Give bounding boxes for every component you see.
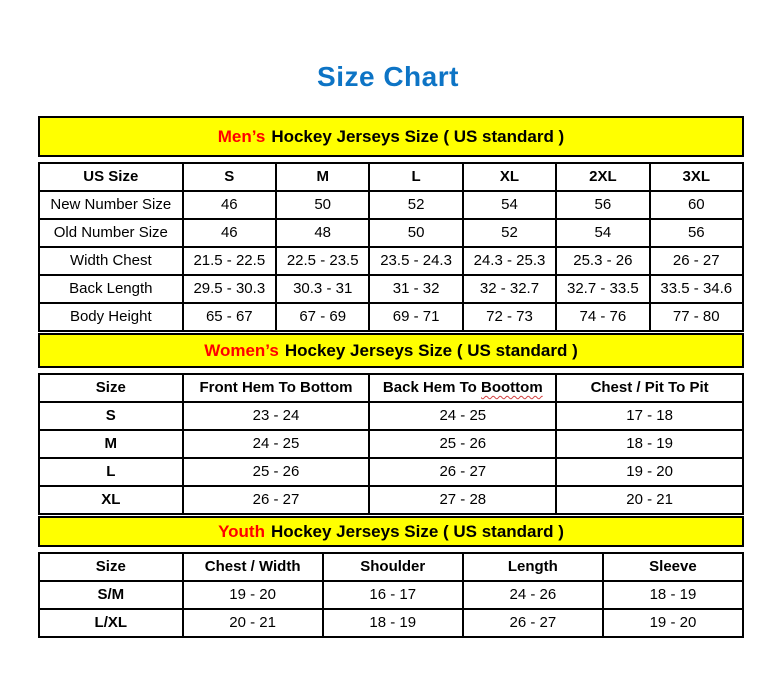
- table-header: [39, 374, 743, 402]
- column-header: XL: [463, 163, 556, 191]
- band-title-highlight: Men’s: [217, 127, 266, 146]
- row-label: Body Height: [39, 303, 183, 331]
- row-label: Old Number Size: [39, 219, 183, 247]
- misspelled-word: Boottom: [481, 379, 543, 396]
- band-title-highlight: Women’s: [204, 341, 279, 360]
- size-value-cell: 18 - 19: [603, 581, 743, 609]
- size-value-cell: 26 - 27: [183, 486, 370, 514]
- size-value-cell: 65 - 67: [183, 303, 276, 331]
- table-row: [39, 581, 743, 609]
- row-label: L/XL: [39, 609, 183, 637]
- column-header: 3XL: [650, 163, 743, 191]
- band-title-highlight: Youth: [218, 522, 265, 541]
- size-value-cell: 17 - 18: [556, 402, 743, 430]
- size-value-cell: 54: [463, 191, 556, 219]
- size-value-cell: 25 - 26: [369, 430, 556, 458]
- column-header: Length: [463, 553, 603, 581]
- size-value-cell: 56: [650, 219, 743, 247]
- size-value-cell: 46: [183, 191, 276, 219]
- size-value-cell: 74 - 76: [556, 303, 649, 331]
- size-value-cell: 26 - 27: [369, 458, 556, 486]
- womens-size-table: [38, 373, 744, 515]
- size-value-cell: 18 - 19: [556, 430, 743, 458]
- header-row: [39, 163, 743, 191]
- row-label: Back Length: [39, 275, 183, 303]
- size-value-cell: 48: [276, 219, 369, 247]
- size-value-cell: 52: [369, 191, 462, 219]
- size-value-cell: 19 - 20: [183, 581, 323, 609]
- size-value-cell: 24 - 25: [369, 402, 556, 430]
- size-value-cell: 20 - 21: [556, 486, 743, 514]
- column-header: L: [369, 163, 462, 191]
- row-label: S: [39, 402, 183, 430]
- section-band-mens: [38, 116, 744, 157]
- row-label: M: [39, 430, 183, 458]
- size-value-cell: 22.5 - 23.5: [276, 247, 369, 275]
- column-header: Front Hem To Bottom: [183, 374, 370, 402]
- row-label: S/M: [39, 581, 183, 609]
- size-value-cell: 16 - 17: [323, 581, 463, 609]
- column-header: M: [276, 163, 369, 191]
- band-title-text: Hockey Jerseys Size ( US standard ): [271, 127, 565, 146]
- table-row: [39, 486, 743, 514]
- table-header: [39, 553, 743, 581]
- column-header: US Size: [39, 163, 183, 191]
- size-value-cell: 69 - 71: [369, 303, 462, 331]
- table-body: [39, 402, 743, 514]
- size-value-cell: 32.7 - 33.5: [556, 275, 649, 303]
- header-row: [39, 553, 743, 581]
- size-chart-sections: [38, 116, 744, 638]
- column-header: Sleeve: [603, 553, 743, 581]
- band-title-text: Hockey Jerseys Size ( US standard ): [284, 341, 578, 360]
- size-value-cell: 29.5 - 30.3: [183, 275, 276, 303]
- size-value-cell: 23.5 - 24.3: [369, 247, 462, 275]
- size-value-cell: 20 - 21: [183, 609, 323, 637]
- column-header: Shoulder: [323, 553, 463, 581]
- size-value-cell: 26 - 27: [650, 247, 743, 275]
- row-label: New Number Size: [39, 191, 183, 219]
- row-label: Width Chest: [39, 247, 183, 275]
- size-value-cell: 24 - 26: [463, 581, 603, 609]
- size-value-cell: 54: [556, 219, 649, 247]
- column-header: Chest / Width: [183, 553, 323, 581]
- size-value-cell: 72 - 73: [463, 303, 556, 331]
- header-row: [39, 374, 743, 402]
- size-value-cell: 24 - 25: [183, 430, 370, 458]
- size-value-cell: 60: [650, 191, 743, 219]
- size-value-cell: 52: [463, 219, 556, 247]
- size-value-cell: 24.3 - 25.3: [463, 247, 556, 275]
- size-value-cell: 23 - 24: [183, 402, 370, 430]
- size-value-cell: 18 - 19: [323, 609, 463, 637]
- table-row: [39, 303, 743, 331]
- table-row: [39, 191, 743, 219]
- size-value-cell: 50: [276, 191, 369, 219]
- table-body: [39, 581, 743, 637]
- size-value-cell: 21.5 - 22.5: [183, 247, 276, 275]
- size-value-cell: 56: [556, 191, 649, 219]
- size-value-cell: 26 - 27: [463, 609, 603, 637]
- row-label: XL: [39, 486, 183, 514]
- column-header: Chest / Pit To Pit: [556, 374, 743, 402]
- section-band-womens: [38, 333, 744, 368]
- size-value-cell: 50: [369, 219, 462, 247]
- mens-size-table: [38, 162, 744, 332]
- size-value-cell: 19 - 20: [603, 609, 743, 637]
- size-value-cell: 25.3 - 26: [556, 247, 649, 275]
- column-header: 2XL: [556, 163, 649, 191]
- youth-size-table: [38, 552, 744, 638]
- section-band-youth: [38, 516, 744, 547]
- size-value-cell: 32 - 32.7: [463, 275, 556, 303]
- band-title-text: Hockey Jerseys Size ( US standard ): [270, 522, 564, 541]
- size-value-cell: 33.5 - 34.6: [650, 275, 743, 303]
- size-value-cell: 77 - 80: [650, 303, 743, 331]
- size-value-cell: 46: [183, 219, 276, 247]
- table-row: [39, 430, 743, 458]
- size-value-cell: 31 - 32: [369, 275, 462, 303]
- table-row: [39, 402, 743, 430]
- table-row: [39, 247, 743, 275]
- table-row: [39, 458, 743, 486]
- column-header-prefix: Back Hem To: [382, 379, 482, 396]
- size-value-cell: 25 - 26: [183, 458, 370, 486]
- table-header: [39, 163, 743, 191]
- column-header: Size: [39, 374, 183, 402]
- table-row: [39, 609, 743, 637]
- size-value-cell: 19 - 20: [556, 458, 743, 486]
- page-title: Size Chart: [317, 61, 459, 92]
- column-header: S: [183, 163, 276, 191]
- size-value-cell: 30.3 - 31: [276, 275, 369, 303]
- table-row: [39, 275, 743, 303]
- column-header: Size: [39, 553, 183, 581]
- column-header: [369, 374, 556, 402]
- size-value-cell: 27 - 28: [369, 486, 556, 514]
- table-row: [39, 219, 743, 247]
- table-body: [39, 191, 743, 331]
- size-value-cell: 67 - 69: [276, 303, 369, 331]
- row-label: L: [39, 458, 183, 486]
